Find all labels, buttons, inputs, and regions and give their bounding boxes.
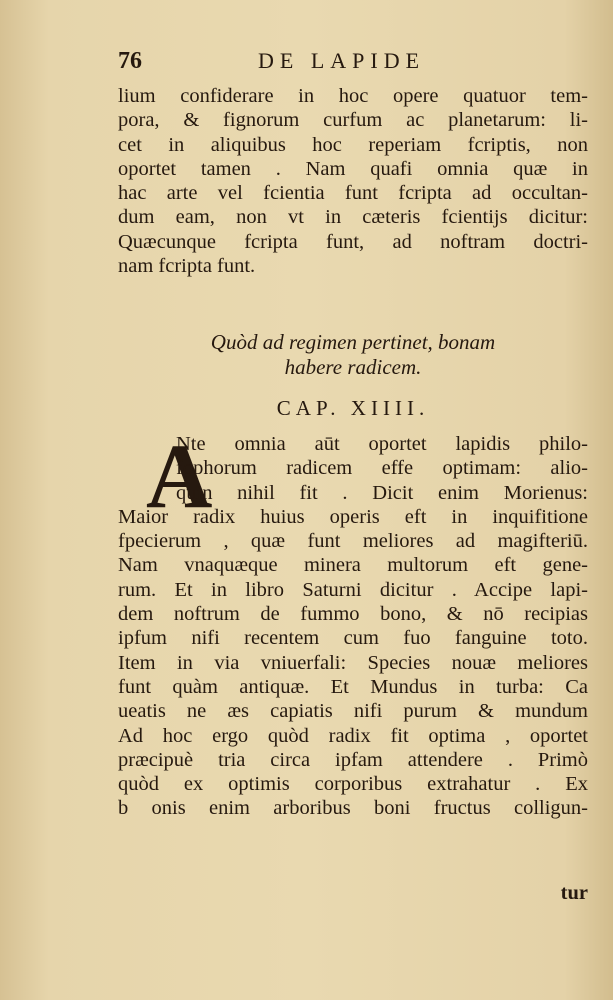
text-line: fpecierum , quæ funt meliores ad magifteriū. (118, 530, 588, 553)
text-line: Maior radix huius operis eft in inquifitione (118, 505, 588, 528)
text-line: fophorum radicem effe optimam: alio- (176, 457, 588, 480)
text-line: oportet tamen . Nam quafi omnia quæ in (118, 157, 588, 180)
page-header (118, 46, 558, 80)
drop-cap: A (146, 425, 213, 527)
paragraph-1 (118, 84, 588, 278)
text-line: b onis enim arboribus boni fructus colligun- (118, 797, 588, 820)
text-line: Item in via vniuerfali: Species nouæ meliores (118, 651, 588, 674)
text-line: præcipuè tria circa ipfam attendere . Primò (118, 748, 588, 771)
catchword: tur (560, 882, 588, 904)
text-line: Nam vnaquæque minera multorum eft gene- (118, 554, 588, 577)
text-line: cet in aliquibus hoc reperiam fcriptis, non (118, 133, 588, 156)
text-line: quin nihil fit . Dicit enim Morienus: (176, 481, 588, 504)
text-line: rum. Et in libro Saturni dicitur . Accipe lapi- (118, 578, 588, 601)
page-number: 76 (118, 48, 142, 74)
text-line: nam fcripta funt. (118, 255, 256, 278)
paragraph-2 (118, 425, 588, 821)
heading-line: habere radicem. (284, 355, 422, 379)
text-line: Nte omnia aūt oportet lapidis philo- (176, 433, 588, 455)
text-line: dum eam, non vt in cæteris fcientijs dicitur: (118, 206, 588, 229)
text-line: Ad hoc ergo quòd radix fit optima , oportet (118, 724, 588, 747)
text-line: ipfum nifi recentem cum fuo fanguine toto. (118, 627, 588, 650)
chapter-heading (118, 330, 588, 380)
text-line: quòd ex optimis corporibus extrahatur . Ex (118, 773, 588, 796)
heading-line: Quòd ad regimen pertinet, bonam (210, 330, 496, 354)
text-line: pora, & fignorum curfum ac planetarum: li- (118, 109, 588, 132)
text-line: Quæcunque fcripta funt, ad noftram doctri- (118, 230, 588, 253)
text-line: hac arte vel fcientia funt fcripta ad occultan- (118, 182, 588, 205)
text-line: ueatis ne æs capiatis nifi purum & mundum (118, 700, 588, 723)
text-line: dem noftrum de fummo bono, & nō recipias (118, 603, 588, 626)
running-head: DE LAPIDE (258, 48, 426, 73)
chapter-label: CAP. XIIII. (276, 396, 430, 420)
text-line: funt quàm antiquæ. Et Mundus in turba: Ca (118, 675, 588, 698)
text-line: lium confiderare in hoc opere quatuor tem- (118, 85, 588, 107)
